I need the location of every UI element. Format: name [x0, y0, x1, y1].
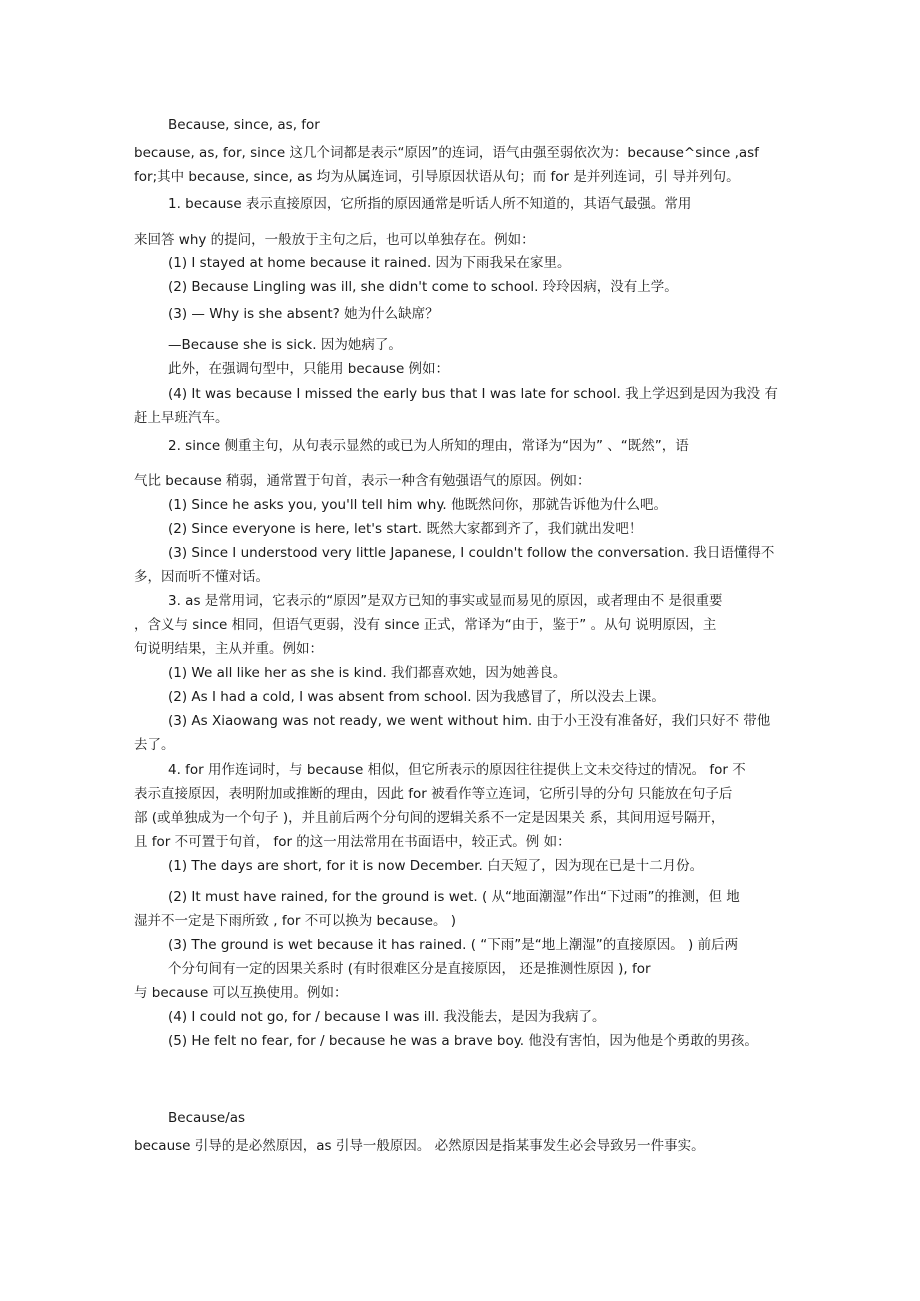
text-line: because, as, for, since 这几个词都是表示“原因”的连词，语气由强至弱依次为：because^since ,asf	[134, 145, 759, 161]
example-line: (2) It must have rained, for the ground is wet. ( 从“地面潮湿”作出“下过雨”的推测，但 地	[168, 889, 740, 905]
text-line: ，含义与 since 相同，但语气更弱，没有 since 正式，常译为“由于，鉴于” 。从句 说明原因，主	[134, 617, 717, 633]
text-line: 且 for 不可置于句首， for 的这一用法常用在书面语中，较正式。例 如：	[134, 834, 571, 850]
text-line: 句说明结果，主从并重。例如：	[134, 641, 323, 657]
example-line: (1) The days are short, for it is now December. 白天短了，因为现在已是十二月份。	[168, 858, 704, 874]
example-line: (1) I stayed at home because it rained. 因为下雨我呆在家里。	[168, 255, 571, 271]
example-line: (1) Since he asks you, you'll tell him why. 他既然问你，那就告诉他为什么吧。	[168, 497, 667, 513]
example-line: (4) I could not go, for / because I was ill. 我没能去，是因为我病了。	[168, 1009, 606, 1025]
example-line: —Because she is sick. 因为她病了。	[168, 337, 402, 353]
text-line: 表示直接原因，表明附加或推断的理由，因此 for 被看作等立连词，它所引导的分句 只能放在句子后	[134, 786, 733, 802]
text-line: 与 because 可以互换使用。例如：	[134, 985, 348, 1001]
example-line: (2) As I had a cold, I was absent from school. 因为我感冒了，所以没去上课。	[168, 689, 665, 705]
text-line: because 引导的是必然原因，as 引导一般原因。 必然原因是指某事发生必会导致另一件事实。	[134, 1138, 705, 1154]
example-line: (5) He felt no fear, for / because he was a brave boy. 他没有害怕，因为他是个勇敢的男孩。	[168, 1033, 758, 1049]
text-line: 个分句间有一定的因果关系时 (有时很难区分是直接原因， 还是推测性原因 ), for	[168, 961, 651, 977]
text-line: 1. because 表示直接原因，它所指的原因通常是听话人所不知道的，其语气最强。常用	[168, 196, 692, 212]
text-line: 此外，在强调句型中，只能用 because 例如：	[168, 361, 450, 377]
text-line: 多，因而听不懂对话。	[134, 569, 269, 585]
example-line: (2) Because Lingling was ill, she didn't come to school. 玲玲因病，没有上学。	[168, 279, 678, 295]
text-line: 赶上早班汽车。	[134, 410, 229, 426]
text-line: 来回答 why 的提问，一般放于主句之后，也可以单独存在。例如：	[134, 232, 535, 248]
text-line: 4. for 用作连词时，与 because 相似，但它所表示的原因往往提供上文未交待过的情况。 for 不	[168, 762, 746, 778]
text-line: 部 (或单独成为一个句子 )，并且前后两个分句间的逻辑关系不一定是因果关 系，其间用逗号隔开，	[134, 810, 725, 826]
example-line: (3) As Xiaowang was not ready, we went without him. 由于小王没有准备好，我们只好不 带他	[168, 713, 771, 729]
text-line: for;其中 because, since, as 均为从属连词，引导原因状语从句；而 for 是并列连词，引 导并列句。	[134, 169, 740, 185]
text-line: 2. since 侧重主句，从句表示显然的或已为人所知的理由，常译为“因为” 、“既然”，语	[168, 438, 689, 454]
example-line: (2) Since everyone is here, let's start. 既然大家都到齐了，我们就出发吧！	[168, 521, 643, 537]
example-line: (3) — Why is she absent? 她为什么缺席？	[168, 306, 439, 322]
section-title: Because/as	[168, 1110, 246, 1126]
section-title: Because, since, as, for	[168, 117, 320, 133]
example-line: (3) Since I understood very little Japanese, I couldn't follow the conversation. 我日语懂得不	[168, 545, 775, 561]
text-line: 去了。	[134, 737, 175, 753]
example-line: (4) It was because I missed the early bus that I was late for school. 我上学迟到是因为我没 有	[168, 386, 778, 402]
example-line: (1) We all like her as she is kind. 我们都喜欢她，因为她善良。	[168, 665, 567, 681]
text-line: 气比 because 稍弱，通常置于句首，表示一种含有勉强语气的原因。例如：	[134, 473, 591, 489]
text-line: 3. as 是常用词，它表示的“原因”是双方已知的事实或显而易见的原因，或者理由不 是很重要	[168, 593, 723, 609]
example-line: (3) The ground is wet because it has rained. ( “下雨”是“地上潮湿”的直接原因。 ) 前后两	[168, 937, 739, 953]
text-line: 湿并不一定是下雨所致 , for 不可以换为 because。 )	[134, 913, 457, 929]
